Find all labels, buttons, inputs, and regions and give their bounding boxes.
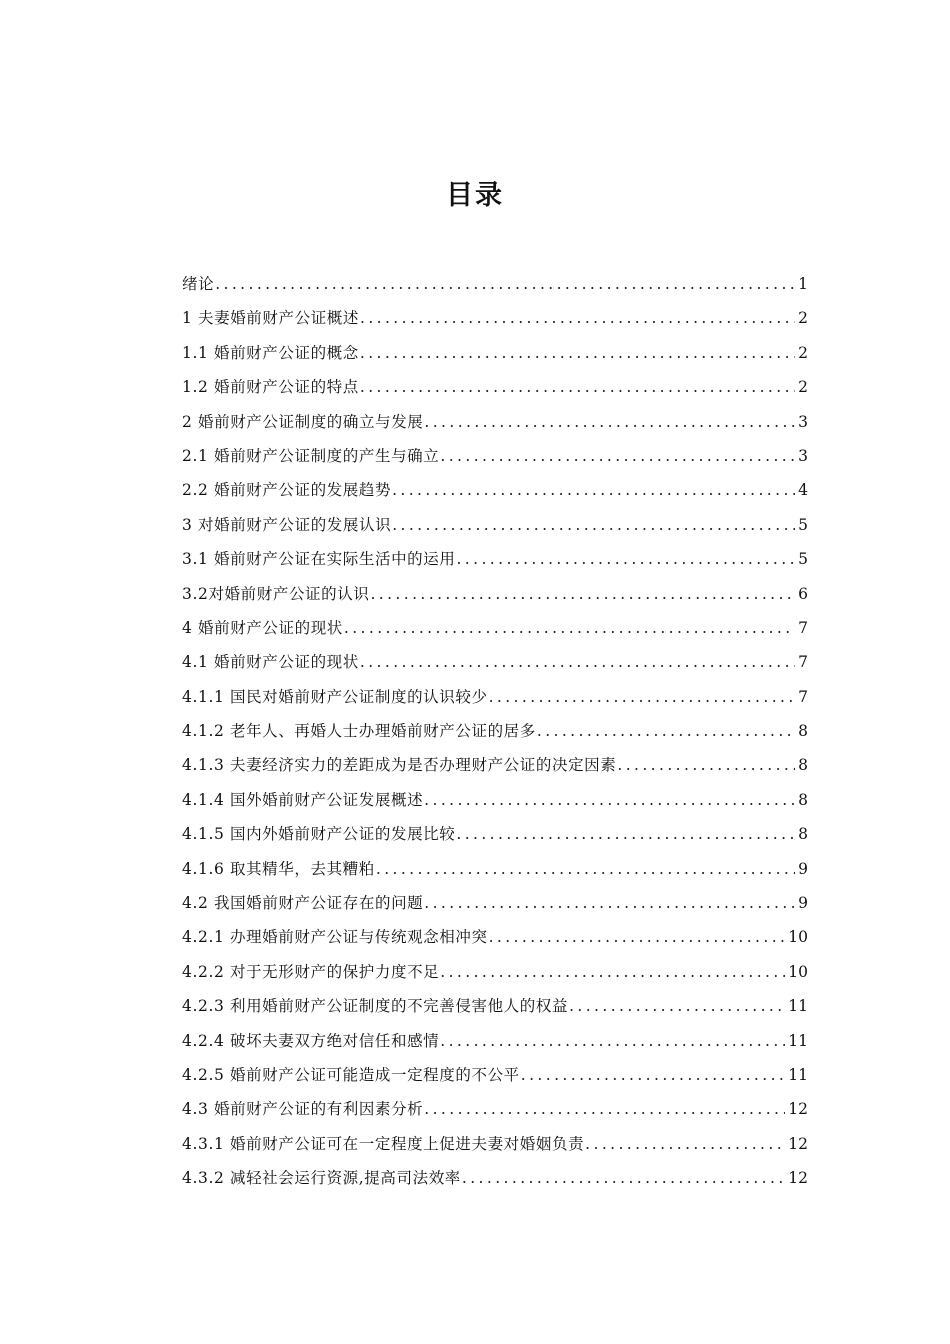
toc-entry-title: 4.1.1 国民对婚前财产公证制度的认识较少: [182, 687, 488, 706]
toc-entry-title: 4.1.3 夫妻经济实力的差距成为是否办理财产公证的决定因素: [182, 756, 617, 775]
toc-entry-title: 3 对婚前财产公证的发展认识: [182, 515, 392, 534]
toc-entry[interactable]: [182, 786, 808, 820]
toc-entry-title: 4.3 婚前财产公证的有利因素分析: [182, 1100, 424, 1119]
toc-entry-title: 4.1 婚前财产公证的现状: [182, 653, 359, 672]
toc-entry-title: 4.2.5 婚前财产公证可能造成一定程度的不公平: [182, 1065, 520, 1084]
toc-dot-leader: [360, 373, 795, 401]
toc-dot-leader: [424, 786, 795, 814]
toc-page-number: 11: [788, 1065, 808, 1084]
toc-entry-title: 4.1.6 取其精华，去其糟粕: [182, 859, 375, 878]
toc-dot-leader: [360, 648, 795, 676]
toc-dot-leader: [440, 442, 795, 470]
toc-entry-title: 3.2对婚前财产公证的认识: [182, 584, 370, 603]
toc-entry[interactable]: [182, 270, 808, 304]
toc-page-number: 10: [788, 962, 808, 981]
toc-entry-title: 4.2 我国婚前财产公证存在的问题: [182, 894, 424, 913]
toc-entry[interactable]: [182, 1061, 808, 1095]
toc-entry-title: 4.3.1 婚前财产公证可在一定程度上促进夫妻对婚姻负责: [182, 1134, 585, 1153]
toc-entry-title: 绪论: [182, 275, 215, 293]
toc-entry[interactable]: [182, 580, 808, 614]
toc-entry[interactable]: [182, 511, 808, 545]
toc-page-number: 8: [798, 756, 808, 775]
toc-page-number: 8: [798, 790, 808, 809]
toc-entry[interactable]: [182, 304, 808, 338]
toc-entry[interactable]: [182, 717, 808, 751]
toc-entry-title: 1.2 婚前财产公证的特点: [182, 378, 359, 397]
toc-entry-title: 4.2.2 对于无形财产的保护力度不足: [182, 962, 440, 981]
toc-entry[interactable]: [182, 648, 808, 682]
toc-page-number: 2: [798, 343, 808, 362]
toc-page-number: 2: [798, 378, 808, 397]
toc-dot-leader: [360, 304, 795, 332]
toc-page-number: 9: [798, 894, 808, 913]
toc-entry-title: 4.2.3 利用婚前财产公证制度的不完善侵害他人的权益: [182, 997, 569, 1016]
toc-page-number: 6: [798, 584, 808, 603]
toc-entry-title: 4 婚前财产公证的现状: [182, 618, 343, 637]
toc-entry[interactable]: [182, 992, 808, 1026]
toc-entry[interactable]: [182, 855, 808, 889]
toc-entry-title: 4.1.2 老年人、再婚人士办理婚前财产公证的居多: [182, 722, 536, 741]
toc-dot-leader: [344, 614, 795, 642]
toc-page-number: 11: [788, 1031, 808, 1050]
toc-entry[interactable]: [182, 408, 808, 442]
toc-page-number: 5: [798, 515, 808, 534]
toc-page-number: 9: [798, 859, 808, 878]
toc-entry-title: 4.2.4 破坏夫妻双方绝对信任和感情: [182, 1031, 440, 1050]
toc-entry-title: 2.2 婚前财产公证的发展趋势: [182, 481, 392, 500]
toc-dot-leader: [569, 992, 785, 1020]
toc-entry-title: 4.1.4 国外婚前财产公证发展概述: [182, 790, 424, 809]
toc-page-number: 3: [798, 412, 808, 431]
toc-page-number: 8: [798, 825, 808, 844]
toc-page-number: 11: [788, 997, 808, 1016]
toc-entry[interactable]: [182, 923, 808, 957]
toc-page-number: 2: [798, 309, 808, 328]
toc-dot-leader: [585, 1130, 785, 1158]
toc-entry[interactable]: [182, 1095, 808, 1129]
toc-entry[interactable]: [182, 1027, 808, 1061]
toc-dot-leader: [440, 1027, 785, 1055]
toc-entry[interactable]: [182, 683, 808, 717]
toc-page-number: 7: [798, 618, 808, 637]
toc-entry[interactable]: [182, 1130, 808, 1164]
toc-dot-leader: [424, 408, 795, 436]
toc-dot-leader: [215, 270, 795, 298]
toc-page-number: 12: [788, 1134, 808, 1153]
toc-entry-title: 3.1 婚前财产公证在实际生活中的运用: [182, 550, 456, 569]
toc-dot-leader: [360, 339, 795, 367]
toc-dot-leader: [370, 580, 795, 608]
toc-entry[interactable]: [182, 751, 808, 785]
toc-entry-title: 2 婚前财产公证制度的确立与发展: [182, 412, 424, 431]
toc-entry[interactable]: [182, 339, 808, 373]
toc-dot-leader: [489, 923, 786, 951]
toc-page-number: 1: [798, 275, 808, 293]
toc-dot-leader: [392, 476, 795, 504]
toc-entry[interactable]: [182, 614, 808, 648]
toc-dot-leader: [537, 717, 795, 745]
toc-page-number: 3: [798, 446, 808, 465]
toc-entry[interactable]: [182, 889, 808, 923]
toc-dot-leader: [462, 1164, 785, 1192]
toc-entry-title: 2.1 婚前财产公证制度的产生与确立: [182, 446, 440, 465]
toc-page-number: 12: [788, 1100, 808, 1119]
toc-entry[interactable]: [182, 476, 808, 510]
toc-entry[interactable]: [182, 958, 808, 992]
toc-page-number: 10: [788, 928, 808, 947]
page-title: 目录: [446, 180, 504, 211]
toc-page-number: 5: [798, 550, 808, 569]
toc-page-number: 12: [788, 1169, 808, 1188]
toc-dot-leader: [617, 751, 795, 779]
toc-entry[interactable]: [182, 442, 808, 476]
toc-entry-title: 4.3.2 减轻社会运行资源,提高司法效率: [182, 1169, 461, 1188]
toc-page-number: 4: [798, 481, 808, 500]
toc-entry[interactable]: [182, 1164, 808, 1198]
toc-dot-leader: [456, 820, 795, 848]
toc-dot-leader: [424, 889, 795, 917]
toc-dot-leader: [392, 511, 795, 539]
toc-page-number: 8: [798, 722, 808, 741]
toc-dot-leader: [456, 545, 795, 573]
toc-entry-title: 1 夫妻婚前财产公证概述: [182, 309, 359, 328]
toc-dot-leader: [489, 683, 796, 711]
toc-page-number: 7: [798, 653, 808, 672]
toc-dot-leader: [424, 1095, 785, 1123]
toc-dot-leader: [440, 958, 785, 986]
toc-dot-leader: [376, 855, 795, 883]
toc-entry-title: 1.1 婚前财产公证的概念: [182, 343, 359, 362]
table-of-contents: [182, 270, 808, 1199]
toc-page-number: 7: [798, 687, 808, 706]
toc-entry-title: 4.1.5 国内外婚前财产公证的发展比较: [182, 825, 456, 844]
toc-entry[interactable]: [182, 820, 808, 854]
toc-entry[interactable]: [182, 373, 808, 407]
toc-entry[interactable]: [182, 545, 808, 579]
toc-dot-leader: [521, 1061, 785, 1089]
toc-entry-title: 4.2.1 办理婚前财产公证与传统观念相冲突: [182, 928, 488, 947]
